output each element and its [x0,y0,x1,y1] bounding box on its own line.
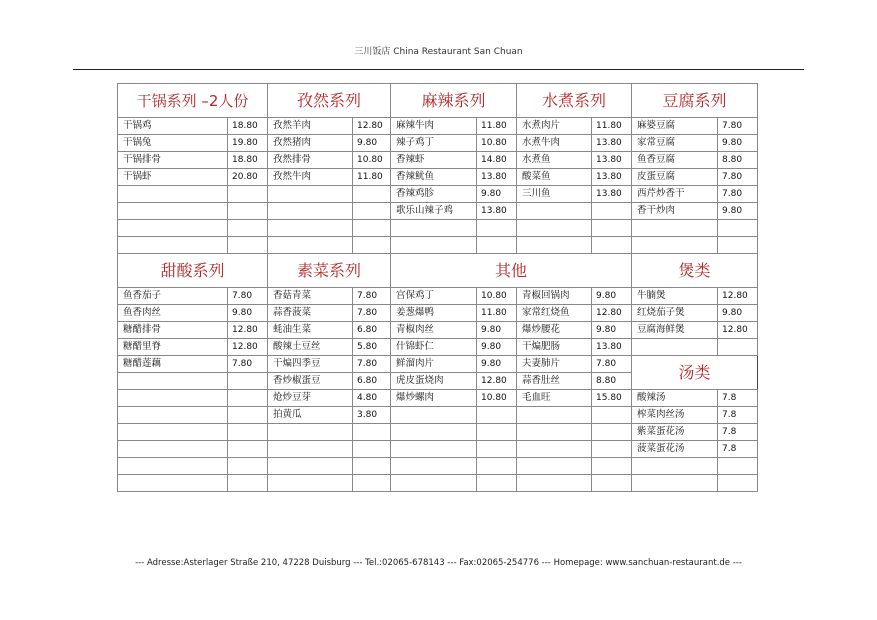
dish-price: 13.80 [477,203,517,220]
dish-price: 18.80 [228,118,268,135]
dish-price: 9.80 [477,339,517,356]
dish-price: 12.80 [718,322,758,339]
dish-price: 13.80 [592,169,632,186]
dish-price: 20.80 [228,169,268,186]
dish-name: 酸菜鱼 [517,169,592,186]
dish-name: 孜然牛肉 [268,169,353,186]
dish-price: 15.80 [592,390,632,407]
dish-price: 7.8 [718,441,758,458]
dish-name: 牛腩煲 [632,288,718,305]
empty-cell [718,220,758,237]
empty-cell [228,441,268,458]
empty-cell [118,237,228,254]
empty-cell [517,458,592,475]
empty-cell [592,475,632,492]
empty-cell [118,390,228,407]
dish-name: 毛血旺 [517,390,592,407]
empty-cell [353,424,391,441]
dish-name: 蚝油生菜 [268,322,353,339]
dish-price: 13.80 [592,135,632,152]
empty-cell [391,475,477,492]
dish-name: 干煸四季豆 [268,356,353,373]
dish-name: 干锅鸡 [118,118,228,135]
dish-price: 9.80 [477,186,517,203]
dish-name: 孜然猪肉 [268,135,353,152]
dish-name: 酸辣汤 [632,390,718,407]
empty-cell [268,441,353,458]
dish-name: 糖醋排骨 [118,322,228,339]
dish-price: 18.80 [228,152,268,169]
dish-price: 10.80 [353,152,391,169]
dish-price: 7.80 [228,356,268,373]
section-header: 素菜系列 [268,254,391,288]
empty-cell [718,339,758,356]
dish-name: 家常红烧鱼 [517,305,592,322]
empty-cell [477,441,517,458]
empty-cell [268,186,353,203]
dish-name: 榨菜肉丝汤 [632,407,718,424]
dish-price: 7.80 [353,305,391,322]
dish-name: 干锅排骨 [118,152,228,169]
empty-cell [353,441,391,458]
empty-cell [228,203,268,220]
dish-name: 干锅兔 [118,135,228,152]
empty-cell [353,475,391,492]
dish-price: 13.80 [477,169,517,186]
empty-cell [592,441,632,458]
empty-cell [353,186,391,203]
dish-name: 香辣鸡胗 [391,186,477,203]
empty-cell [592,458,632,475]
empty-cell [268,458,353,475]
section-header: 麻辣系列 [391,84,517,118]
empty-cell [592,237,632,254]
empty-cell [268,203,353,220]
empty-cell [477,237,517,254]
dish-name: 姜葱爆鸭 [391,305,477,322]
dish-price: 13.80 [592,152,632,169]
dish-name: 虎皮蛋烧肉 [391,373,477,390]
section-header: 甜酸系列 [118,254,268,288]
dish-price: 9.80 [718,135,758,152]
empty-cell [228,458,268,475]
empty-cell [517,441,592,458]
dish-name: 夫妻肺片 [517,356,592,373]
empty-cell [391,220,477,237]
dish-price: 11.80 [477,305,517,322]
empty-cell [517,237,592,254]
dish-price: 12.80 [477,373,517,390]
dish-name: 红烧茄子煲 [632,305,718,322]
dish-name: 鱼香茄子 [118,288,228,305]
dish-price: 9.80 [592,288,632,305]
dish-name: 菠菜蛋花汤 [632,441,718,458]
empty-cell [477,475,517,492]
dish-name: 香辣虾 [391,152,477,169]
empty-cell [517,220,592,237]
section-header: 汤类 [678,362,711,382]
dish-price: 10.80 [477,135,517,152]
dish-name: 水煮鱼 [517,152,592,169]
empty-cell [477,424,517,441]
dish-price: 13.80 [592,186,632,203]
empty-cell [268,475,353,492]
empty-cell [268,237,353,254]
section-header: 其他 [391,254,632,288]
dish-price: 9.80 [228,305,268,322]
dish-price: 7.80 [718,169,758,186]
section-header: 水煮系列 [517,84,632,118]
dish-name: 鱼香肉丝 [118,305,228,322]
dish-price: 12.80 [718,288,758,305]
dish-price: 7.8 [718,407,758,424]
empty-cell [118,475,228,492]
dish-price: 9.80 [718,305,758,322]
empty-cell [268,424,353,441]
dish-price: 5.80 [353,339,391,356]
empty-cell [118,203,228,220]
dish-price: 13.80 [592,339,632,356]
dish-price: 14.80 [477,152,517,169]
dish-price: 8.80 [718,152,758,169]
dish-name: 糖醋里脊 [118,339,228,356]
empty-cell [592,424,632,441]
dish-price: 12.80 [228,339,268,356]
page-footer: --- Adresse:Asterlager Straße 210, 47228 Duisburg --- Tel.:02065-678143 --- Fax:02065-254776 --- Homepage: www.sanchuan-restaurant.de --- [135,558,742,568]
empty-cell [632,475,718,492]
dish-name: 香干炒肉 [632,203,718,220]
empty-cell [391,441,477,458]
dish-name: 干锅虾 [118,169,228,186]
dish-price: 19.80 [228,135,268,152]
dish-price: 11.80 [353,169,391,186]
dish-name: 水煮肉片 [517,118,592,135]
dish-name: 歌乐山辣子鸡 [391,203,477,220]
dish-price: 7.80 [353,356,391,373]
dish-name: 蒜香肚丝 [517,373,592,390]
empty-cell [268,220,353,237]
empty-cell [228,390,268,407]
dish-name: 孜然排骨 [268,152,353,169]
header-rule [73,69,804,70]
dish-name: 爆炒螺肉 [391,390,477,407]
dish-price: 9.80 [477,356,517,373]
empty-cell [632,220,718,237]
dish-name: 香菇青菜 [268,288,353,305]
empty-cell [632,237,718,254]
dish-price: 6.80 [353,373,391,390]
empty-cell [517,407,592,424]
dish-name: 辣子鸡丁 [391,135,477,152]
dish-price: 10.80 [477,288,517,305]
empty-cell [592,220,632,237]
dish-name: 孜然羊肉 [268,118,353,135]
empty-cell [118,373,228,390]
dish-price: 12.80 [228,322,268,339]
dish-name: 鲜溜肉片 [391,356,477,373]
empty-cell [353,237,391,254]
dish-name: 水煮牛肉 [517,135,592,152]
dish-name: 糖醋莲藕 [118,356,228,373]
section-header: 干锅系列 –2人份 [118,84,268,118]
section-header: 孜然系列 [268,84,391,118]
empty-cell [228,373,268,390]
empty-cell [228,237,268,254]
empty-cell [632,339,718,356]
dish-price: 7.8 [718,390,758,407]
empty-cell [632,458,718,475]
empty-cell [391,458,477,475]
empty-cell [353,458,391,475]
menu-table [117,83,758,492]
empty-cell [592,407,632,424]
dish-name: 青椒肉丝 [391,322,477,339]
empty-cell [353,220,391,237]
dish-price: 3.80 [353,407,391,424]
dish-name: 三川鱼 [517,186,592,203]
dish-name: 麻辣牛肉 [391,118,477,135]
empty-cell [391,237,477,254]
empty-cell [228,407,268,424]
dish-price: 7.80 [718,118,758,135]
empty-cell [118,407,228,424]
empty-cell [718,475,758,492]
empty-cell [477,407,517,424]
empty-cell [118,424,228,441]
dish-price: 8.80 [592,373,632,390]
dish-price: 6.80 [353,322,391,339]
dish-name: 干煸肥肠 [517,339,592,356]
section-header: 煲类 [632,254,758,288]
dish-name: 炝炒豆芽 [268,390,353,407]
dish-name: 紫菜蛋花汤 [632,424,718,441]
empty-cell [118,441,228,458]
dish-price: 9.80 [353,135,391,152]
empty-cell [118,220,228,237]
empty-cell [228,186,268,203]
empty-cell [477,458,517,475]
empty-cell [517,475,592,492]
dish-name: 麻婆豆腐 [632,118,718,135]
empty-cell [353,203,391,220]
dish-price: 7.80 [228,288,268,305]
dish-name: 豆腐海鲜煲 [632,322,718,339]
dish-name: 皮蛋豆腐 [632,169,718,186]
dish-price: 7.80 [718,186,758,203]
dish-price: 4.80 [353,390,391,407]
empty-cell [517,424,592,441]
dish-name: 香辣鱿鱼 [391,169,477,186]
dish-name: 鱼香豆腐 [632,152,718,169]
empty-cell [477,220,517,237]
dish-price: 9.80 [592,322,632,339]
dish-price: 10.80 [477,390,517,407]
dish-name: 蒜香菠菜 [268,305,353,322]
dish-price: 12.80 [592,305,632,322]
dish-price: 7.8 [718,424,758,441]
dish-price: 12.80 [353,118,391,135]
empty-cell [517,203,592,220]
page-header: 三川饭店 China Restaurant San Chuan [354,47,523,57]
dish-price: 9.80 [477,322,517,339]
empty-cell [592,203,632,220]
dish-name: 酸辣土豆丝 [268,339,353,356]
dish-price: 11.80 [477,118,517,135]
dish-name: 爆炒腰花 [517,322,592,339]
dish-price: 9.80 [718,203,758,220]
dish-price: 7.80 [592,356,632,373]
dish-name: 宫保鸡丁 [391,288,477,305]
empty-cell [391,407,477,424]
dish-name: 西芹炒香干 [632,186,718,203]
dish-name: 拍黄瓜 [268,407,353,424]
dish-name: 香炒椒蛋豆 [268,373,353,390]
empty-cell [228,424,268,441]
dish-name: 青椒回锅肉 [517,288,592,305]
empty-cell [391,424,477,441]
empty-cell [718,458,758,475]
dish-price: 7.80 [353,288,391,305]
empty-cell [228,220,268,237]
dish-name: 家常豆腐 [632,135,718,152]
dish-name: 什锦虾仁 [391,339,477,356]
section-header: 豆腐系列 [632,84,758,118]
empty-cell [228,475,268,492]
empty-cell [718,237,758,254]
empty-cell [118,458,228,475]
empty-cell [118,186,228,203]
dish-price: 11.80 [592,118,632,135]
